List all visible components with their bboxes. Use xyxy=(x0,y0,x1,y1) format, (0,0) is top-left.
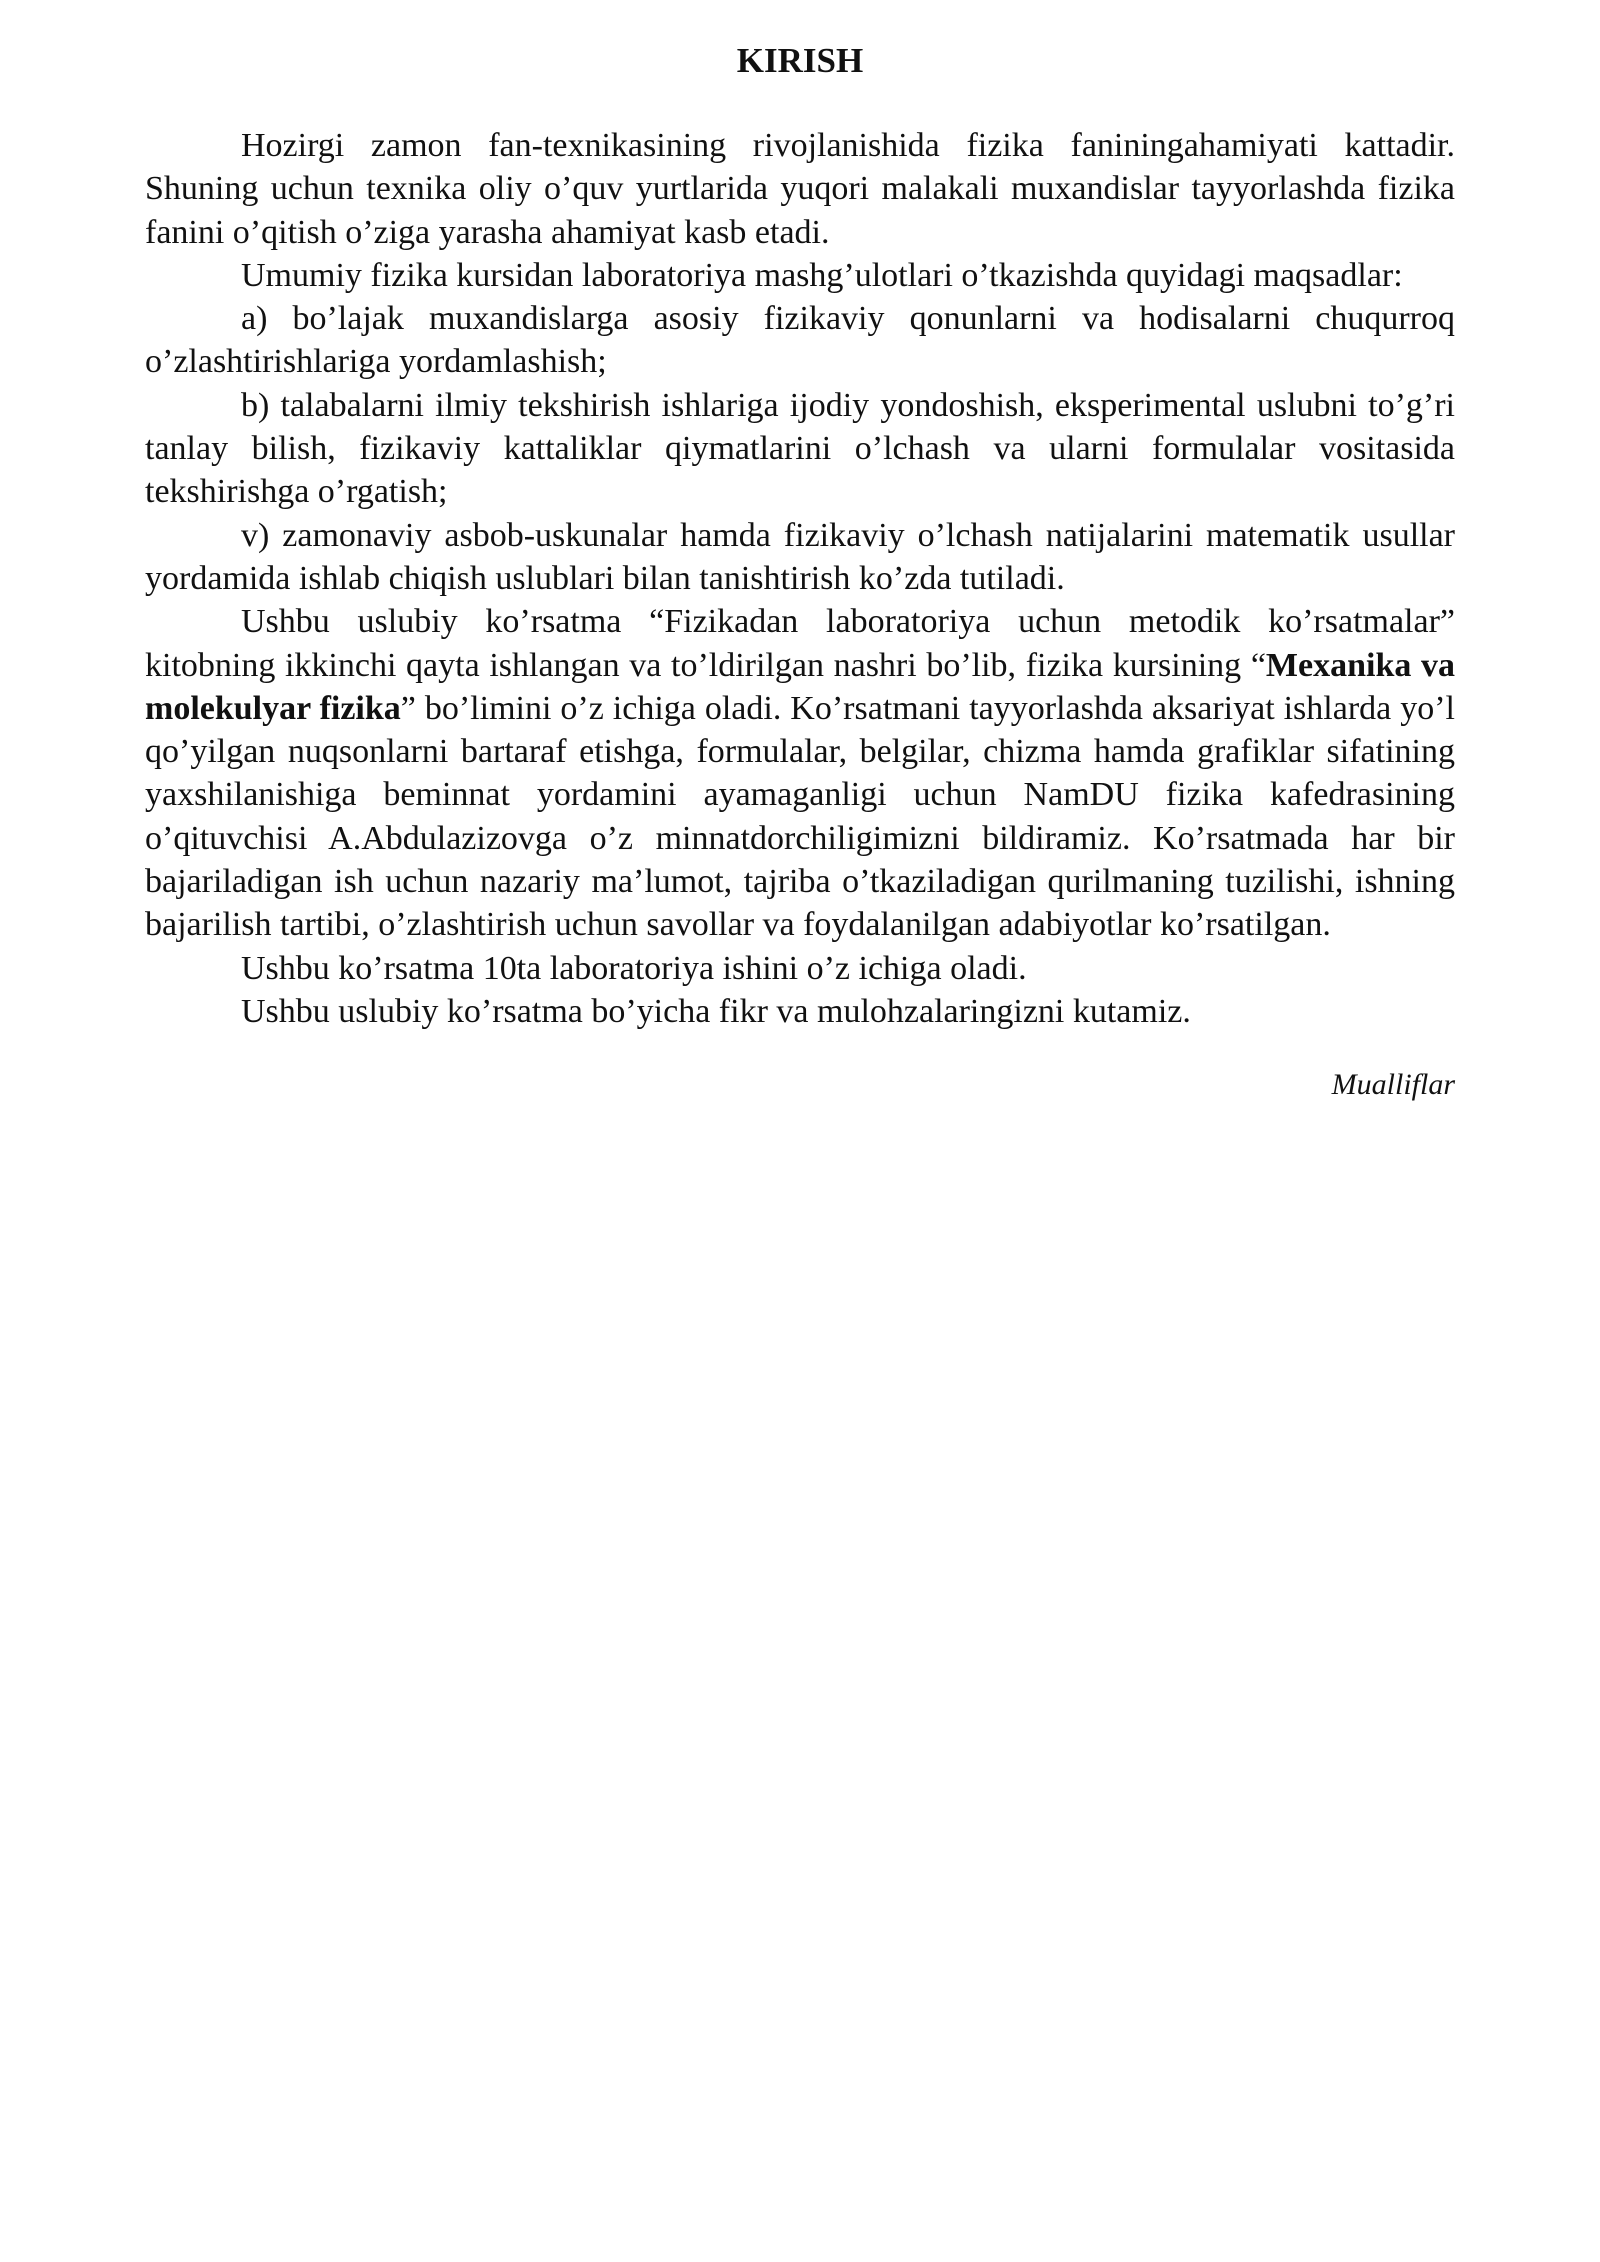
paragraph-feedback: Ushbu uslubiy ko’rsatma bo’yicha fikr va mulohzalaringizni kutamiz. xyxy=(241,992,1191,1030)
author-signature: Mualliflar xyxy=(1331,1068,1455,1102)
paragraph-lab-count: Ushbu ko’rsatma 10ta laboratoriya ishini o’z ichiga oladi. xyxy=(241,949,1027,987)
paragraph-about-text-start: Ushbu uslubiy ko’rsatma “Fizikadan laboratoriya uchun metodik ko’rsatmalar” kitobning ikkinchi qayta ishlangan va to’ldirilgan nashri bo’lib, fizika kursining “ xyxy=(145,603,1455,684)
paragraph-about xyxy=(145,600,1455,946)
document-page xyxy=(145,38,1455,1105)
paragraph-goals: Umumiy fizika kursidan laboratoriya mashg’ulotlari o’tkazishda quyidagi maqsadlar: xyxy=(241,256,1403,294)
paragraph-intro: Hozirgi zamon fan-texnikasining rivojlanishida fizika faniningahamiyati kattadir. Shuning uchun texnika oliy o’quv yurtlarida yuqori malakali muxandislar tayyorlashda fizika fanini o’qitish o’ziga yarasha ahamiyat kasb etadi. xyxy=(145,127,1455,251)
paragraph-about-text-end: ” bo’limini o’z ichiga oladi. Ko’rsatmani tayyorlashda aksariyat ishlarda yo’l qo’yilgan nuqsonlarni bartaraf etishga, formulalar, belgilar, chizma hamda grafiklar sifatining yaxshilanishiga beminnat yordamini ayamaganligi uchun NamDU fizika kafedrasining o’qituvchisi A.Abdulazizovga o’z minnatdorchiligimizni bildiramiz. Ko’rsatmada har bir bajariladigan ish uchun nazariy ma’lumot, tajriba o’tkaziladigan qurilmaning tuzilishi, ishning bajarilish tartibi, o’zlashtirish uchun savollar va foydalanilgan adabiyotlar ko’rsatilgan. xyxy=(145,689,1455,944)
paragraph-goal-b: b) talabalarni ilmiy tekshirish ishlariga ijodiy yondoshish, eksperimental uslubni to’g’ri tanlay bilish, fizikaviy kattaliklar qiymatlarini o’lchash va ularni formulalar vositasida tekshirishga o’rgatish; xyxy=(145,386,1455,511)
section-name-bold: Mexanika va molekulyar fizika xyxy=(145,646,1455,727)
page-title: KIRISH xyxy=(736,41,864,80)
paragraph-goal-a: a) bo’lajak muxandislarga asosiy fizikaviy qonunlarni va hodisalarni chuqurroq o’zlashtirishlariga yordamlashish; xyxy=(145,300,1455,381)
paragraph-goal-v: v) zamonaviy asbob-uskunalar hamda fizikaviy o’lchash natijalarini matematik usullar yordamida ishlab chiqish uslublari bilan tanishtirish ko’zda tutiladi. xyxy=(145,516,1455,597)
